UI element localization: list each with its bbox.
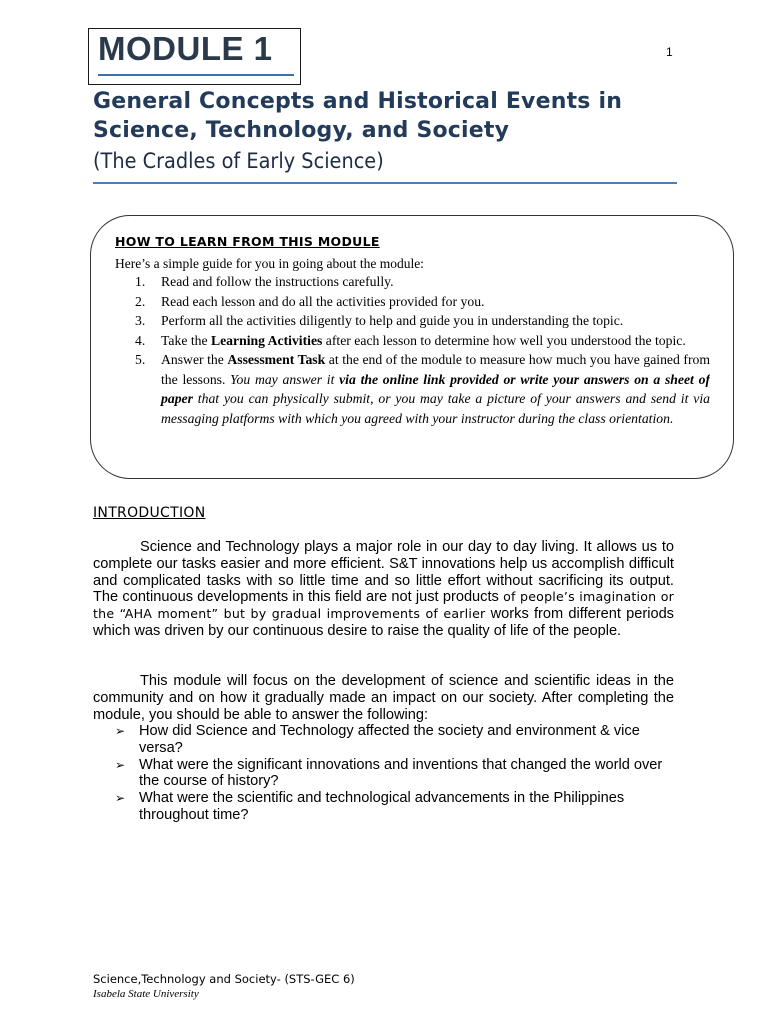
- module-underline: [98, 74, 294, 76]
- guide-item: [135, 292, 710, 312]
- guide-item-number: 5.: [135, 352, 146, 367]
- arrow-bullet-icon: ➢: [115, 791, 126, 806]
- guide-list: [135, 272, 710, 462]
- guide-item-text-post: after each lesson to determine how well you understood the topic.: [322, 332, 686, 348]
- guide-item: [135, 331, 710, 351]
- guide-item-text-pre: Take the: [161, 332, 211, 348]
- guide-questions-list: [115, 723, 675, 824]
- introduction-paragraph-1: [93, 539, 674, 640]
- guide-item: [135, 311, 710, 331]
- arrow-bullet-icon: ➢: [115, 757, 126, 772]
- guide-item-italic-tail: that you can physically submit, or you may take a picture of your answers and send it via messaging platforms with which you agreed with your instructor during the class orientation.: [161, 391, 710, 426]
- guide-item-bold: Assessment Task: [227, 352, 326, 367]
- arrow-bullet-icon: ➢: [115, 724, 126, 738]
- question-text: How did Science and Technology affected the society and environment & vice versa?: [139, 723, 640, 756]
- footer-course-name: Science,Technology and Society- (STS-GEC 6): [93, 972, 355, 986]
- guide-item-number: 2.: [135, 293, 146, 309]
- guide-item-text: Read each lesson and do all the activities provided for you.: [161, 293, 485, 309]
- guide-item: [135, 272, 710, 292]
- paragraph-text-alt-font: of people’s imagination or the “AHA moment” but by gradual improvements of earlier: [93, 589, 674, 622]
- guide-item-bold: Learning Activities: [210, 332, 323, 348]
- module-label: MODULE 1: [98, 30, 273, 67]
- document-title-line-1: General Concepts and Historical Events in: [93, 89, 623, 114]
- guide-item-number: 1.: [135, 274, 146, 289]
- footer-university-name: Isabela State University: [93, 988, 199, 1000]
- guide-item-italic: You may answer it: [230, 371, 340, 387]
- guide-item-text: Perform all the activities diligently to help and guide you in understanding the topic.: [161, 313, 624, 328]
- title-divider: [93, 182, 677, 184]
- introduction-paragraph-2: [93, 673, 674, 723]
- guide-item: [135, 350, 710, 428]
- guide-item-text: Read and follow the instructions carefully.: [161, 274, 394, 289]
- page-number: 1: [666, 45, 673, 59]
- document-subtitle: (The Cradles of Early Science): [93, 149, 384, 173]
- document-title-line-2: Science, Technology, and Society: [93, 118, 510, 143]
- guide-item-text-pre: Answer the: [161, 352, 228, 367]
- question-item: [115, 757, 675, 791]
- paragraph-text: This module will focus on the development of science and scientific ideas in the community and on how it gradually made an impact on our society. After completing the module, you should be able to answer the following:: [93, 673, 674, 723]
- guide-item-bold-italic: via the online link provided or write your answers on a sheet of paper: [161, 371, 710, 406]
- guide-intro: Here’s a simple guide for you in going about the module:: [115, 256, 424, 271]
- question-text: What were the scientific and technological advancements in the Philippines throughout time?: [139, 790, 625, 823]
- question-text: What were the significant innovations and inventions that changed the world over the course of history?: [139, 756, 663, 790]
- paragraph-text: works from different periods which was driven by our continuous desire to raise the quality of life of the people.: [93, 606, 674, 639]
- introduction-heading: INTRODUCTION: [93, 505, 206, 521]
- guide-item-text-post: at the end of the module to measure how much you have gained from the lessons.: [161, 352, 710, 387]
- guide-heading: HOW TO LEARN FROM THIS MODULE: [115, 234, 380, 249]
- question-item: [115, 723, 675, 757]
- guide-item-number: 4.: [135, 332, 146, 348]
- question-item: [115, 790, 675, 824]
- guide-item-number: 3.: [135, 313, 146, 328]
- paragraph-text: Science and Technology plays a major role in our day to day living. It allows us to complete our tasks easier and more efficient. S&T innovations help us accomplish difficult and complicated tasks with so little time and so little effort without sacrificing its output. The continuous developments in this field are not just products: [93, 539, 674, 606]
